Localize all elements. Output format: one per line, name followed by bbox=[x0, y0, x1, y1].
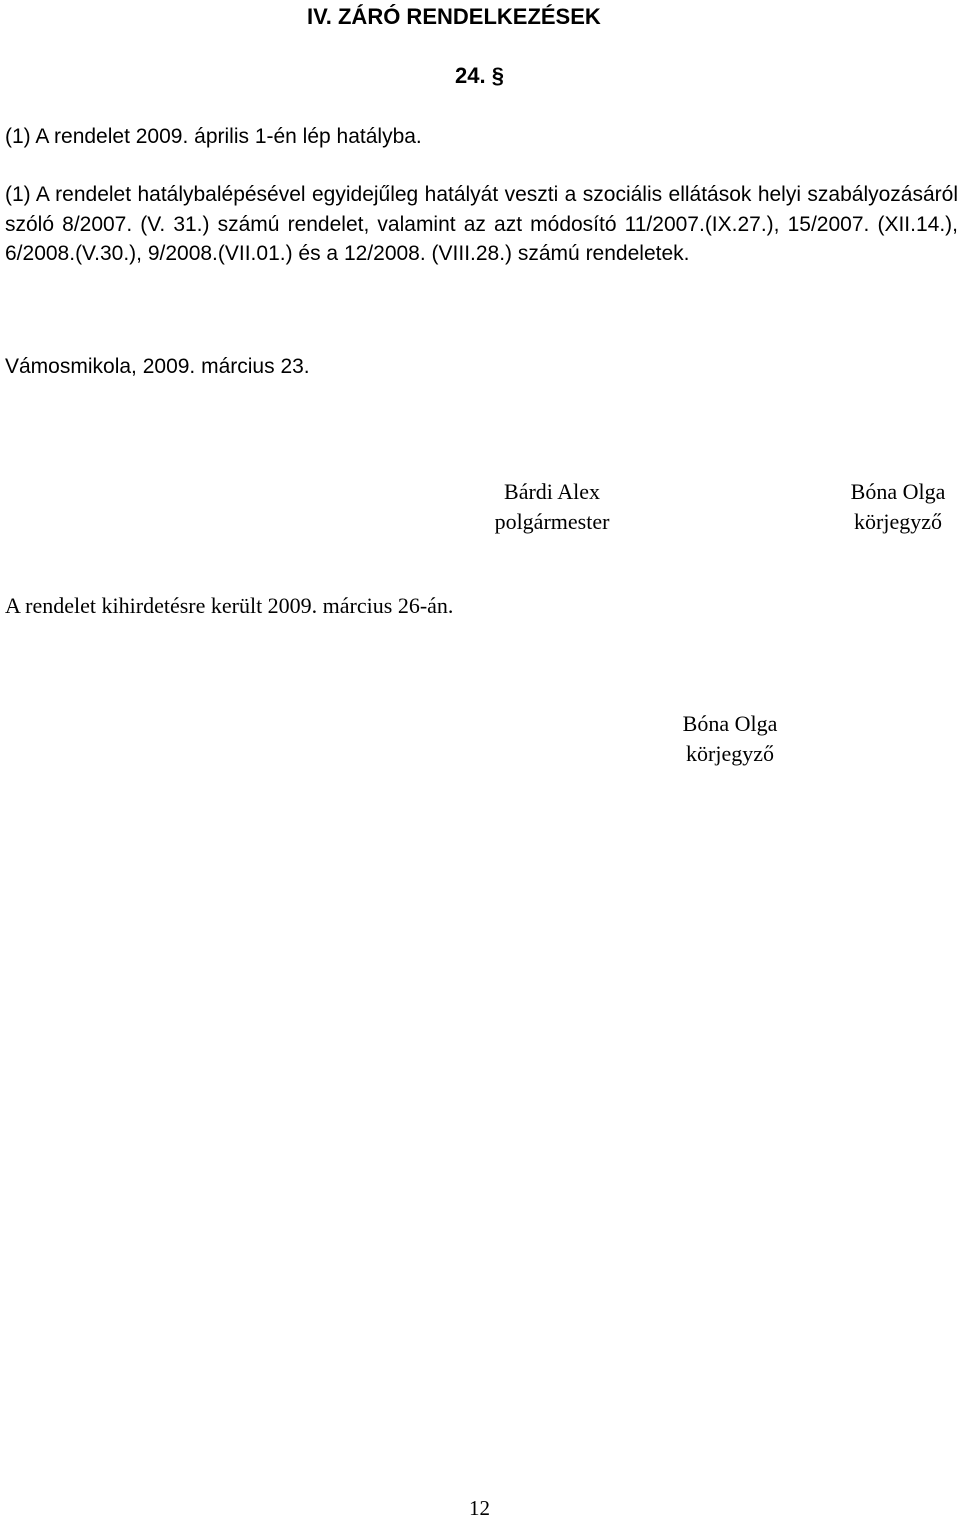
mayor-name: Bárdi Alex bbox=[504, 479, 600, 504]
place-and-date: Vámosmikola, 2009. március 23. bbox=[5, 355, 310, 378]
paragraph-effective-date: (1) A rendelet 2009. április 1-én lép hatályba. bbox=[5, 125, 422, 148]
notary-title: körjegyző bbox=[854, 509, 942, 534]
announcement-signature-block bbox=[660, 709, 800, 769]
mayor-title: polgármester bbox=[494, 509, 610, 534]
mayor-signature-block bbox=[472, 477, 632, 537]
announcement-note: A rendelet kihirdetésre került 2009. március 26-án. bbox=[5, 593, 454, 618]
notary-signature-block bbox=[828, 477, 960, 537]
section-heading: IV. ZÁRÓ RENDELKEZÉSEK bbox=[307, 4, 601, 29]
announcement-signer-name: Bóna Olga bbox=[682, 711, 778, 736]
page-number: 12 bbox=[469, 1496, 490, 1520]
section-number: 24. § bbox=[455, 63, 504, 88]
paragraph-repeal: (1) A rendelet hatálybalépésével egyidejűleg hatályát veszti a szociális ellátások helyi szabályozásáról szóló 8/2007. (V. 31.) számú rendelet, valamint az azt módosító 11/2007.(IX.27.), 15/2007. (XII.14.), 6/2008.(V.30.), 9/2008.(VII.01.) és a 12/2008. (VIII.28.) számú rendeletek. bbox=[5, 183, 958, 265]
notary-name: Bóna Olga bbox=[850, 479, 946, 504]
announcement-signer-title: körjegyző bbox=[686, 741, 774, 766]
